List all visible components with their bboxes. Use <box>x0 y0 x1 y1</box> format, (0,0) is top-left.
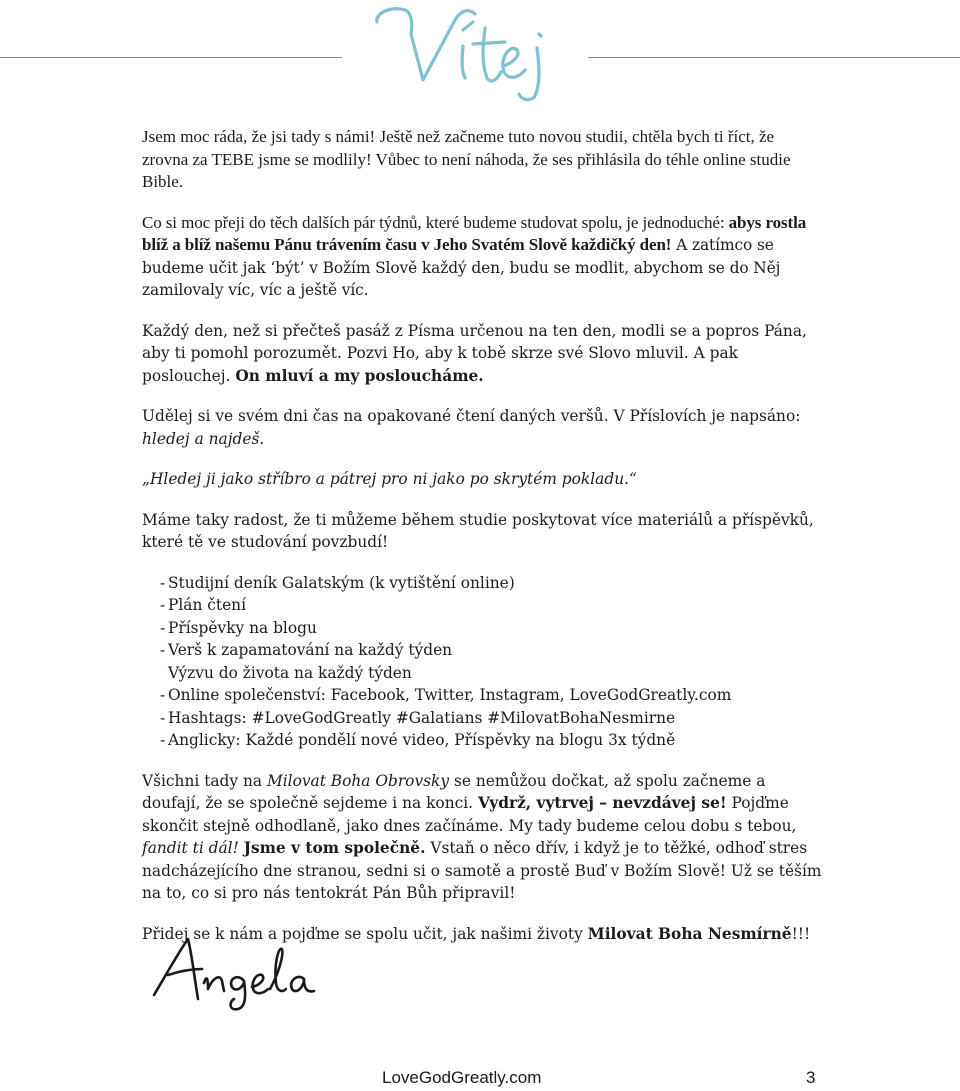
list-item-text: Studijní deník Galatským (k vytištění online) <box>168 573 515 592</box>
closing-text-1: Všichni tady na <box>142 771 267 790</box>
daily-paragraph <box>142 320 822 388</box>
list-sub-item-text: Výzvu do života na každý týden <box>168 663 412 682</box>
list-dash: - <box>160 731 166 749</box>
list-item <box>134 707 822 730</box>
list-item <box>134 594 822 617</box>
join-tail: !!! <box>791 924 811 943</box>
wish-lead: Co si moc přeji do těch dalších pár týdnů, které budeme studovat spolu, je jednoduché: <box>142 212 729 232</box>
list-item <box>134 684 822 707</box>
closing-bold-2: Jsme v tom společně. <box>243 839 426 857</box>
list-dash: - <box>160 641 166 659</box>
list-item-text: Hashtags: #LoveGodGreatly #Galatians #MilovatBohaNesmirne <box>168 708 676 727</box>
header-rule-left <box>0 57 342 58</box>
list-item <box>134 572 822 595</box>
letter-body <box>142 126 822 963</box>
closing-italic-2: fandit ti dál! <box>142 839 239 857</box>
scripture-quote <box>142 468 822 491</box>
list-dash: - <box>160 708 166 727</box>
join-text: Přidej se k nám a pojďme se spolu učit, jak našimi životy <box>142 924 588 943</box>
list-item-text: Verš k zapamatování na každý týden <box>168 641 453 659</box>
materials-paragraph: Máme taky radost, že ti můžeme během studie poskytovat více materiálů a příspěvků, které tě ve studování povzbudí! <box>142 510 814 551</box>
wish-paragraph <box>142 212 822 302</box>
list-dash: - <box>160 686 166 704</box>
signature <box>148 925 338 1015</box>
closing-text-3: Pojďme skončit stejně odhodlaně, jako dnes začínáme. My tady budeme celou dobu s tebou, <box>142 794 797 835</box>
closing-bold-1: Vydrž, vytrvej – nevzdávej se! <box>477 794 727 812</box>
closing-text-5: Vstaň o něco dřív, i když je to těžké, odhoď stres nadcházejícího dne stranou, sedni si o samotě a prostě Buď v Božím Slově! Už se těším na to, co si pro nás tentokrát Pán Bůh připravil! <box>142 839 822 902</box>
list-dash: - <box>160 573 166 592</box>
list-item-text: Anglicky: Každé pondělí nové video, Příspěvky na blogu 3x týdně <box>168 731 676 749</box>
time-italic: hledej a najdeš. <box>142 429 265 448</box>
list-item-text: Plán čtení <box>168 596 247 614</box>
list-item <box>134 729 822 752</box>
wish-tail: A zatímco se budeme učit jak ‘být’ v Božím Slově každý den, budu se modlit, abychom se do Něj zamilovaly víc, víc a ještě víc. <box>142 236 781 299</box>
header-rule-right <box>588 57 960 58</box>
footer-site-link[interactable]: LoveGodGreatly.com <box>382 1068 542 1087</box>
intro-paragraph: Jsem moc ráda, že jsi tady s námi! Ještě než začneme tuto novou studii, chtěla bych ti říct, že zrovna za TEBE jsme se modlily! Vůbec to není náhoda, že ses přihlásila do téhle online studie Bible. <box>142 127 791 191</box>
quote-text: „Hledej ji jako stříbro a pátrej pro ni jako po skrytém pokladu.“ <box>142 470 637 488</box>
list-item <box>134 639 822 684</box>
list-dash: - <box>160 618 166 637</box>
list-item-text: Online společenství: Facebook, Twitter, Instagram, LoveGodGreatly.com <box>168 686 732 704</box>
time-paragraph <box>142 405 822 450</box>
daily-bold: On mluví a my posloucháme. <box>235 366 484 385</box>
page-header <box>0 0 960 110</box>
page-footer <box>0 1065 960 1091</box>
join-bold: Milovat Boha Nesmírně <box>587 924 792 943</box>
daily-text: Každý den, než si přečteš pasáž z Písma určenou na ten den, modli se a popros Pána, aby ti pomohl porozumět. Pozvi Ho, aby k tobě skrze své Slovo mluvil. A pak poslouchej. <box>142 321 807 385</box>
resource-list <box>134 572 822 752</box>
vitej-logo <box>345 0 585 105</box>
time-text: Udělej si ve svém dni čas na opakované čtení daných veršů. V Příslovích je napsáno: <box>142 407 801 425</box>
list-dash: - <box>160 596 166 614</box>
wish-bold: abys rostla blíž a blíž našemu Pánu trávením času v Jeho Svatém Slově každičký den! <box>142 212 807 254</box>
page-number: 3 <box>806 1068 816 1087</box>
list-item <box>134 617 822 640</box>
closing-text-2: se nemůžou dočkat, až spolu začneme a doufají, že se společně sejdeme i na konci. <box>142 771 766 812</box>
list-item-text: Příspěvky na blogu <box>168 618 317 637</box>
closing-italic-1: Milovat Boha Obrovsky <box>266 771 450 790</box>
closing-paragraph <box>142 770 822 905</box>
signature-script <box>148 925 338 1015</box>
